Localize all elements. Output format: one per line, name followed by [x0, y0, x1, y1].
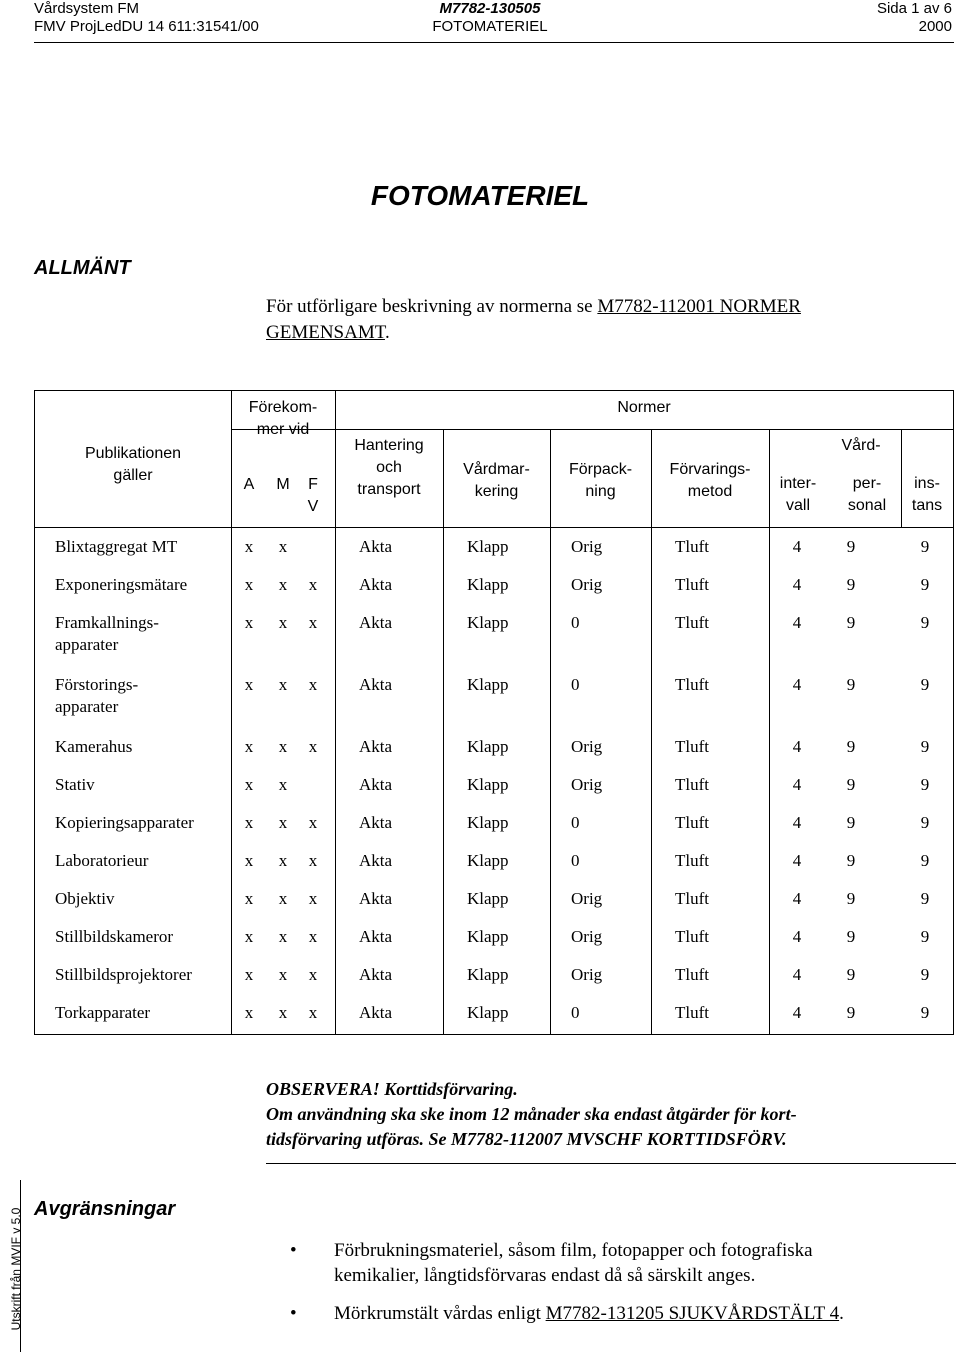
- cell-vm: Klapp: [467, 965, 509, 984]
- cell-a: x: [244, 675, 254, 694]
- header-vardmarkering: Vårdmar- kering: [463, 461, 530, 500]
- cell-m: x: [278, 575, 288, 594]
- row-label: Förstorings- apparater: [55, 675, 139, 716]
- cell-f: x: [308, 965, 318, 984]
- cell-forp: 0: [571, 813, 580, 832]
- cell-int: 4: [792, 613, 802, 632]
- row-label: Kopieringsapparater: [55, 813, 194, 832]
- header-forvaringsmetod: Förvarings- metod: [669, 461, 751, 500]
- cell-pers: 9: [846, 813, 856, 832]
- col-divider: [443, 429, 444, 1034]
- cell-forv: Tluft: [675, 575, 709, 594]
- header-forpackning: Förpack- ning: [568, 461, 633, 500]
- cell-forv: Tluft: [675, 927, 709, 946]
- cell-m: x: [278, 675, 288, 694]
- cell-vm: Klapp: [467, 537, 509, 556]
- cell-m: x: [278, 965, 288, 984]
- cell-pers: 9: [846, 613, 856, 632]
- cell-hant: Akta: [359, 1003, 393, 1022]
- cell-a: x: [244, 889, 254, 908]
- cell-m: x: [278, 1003, 288, 1022]
- cell-pers: 9: [846, 851, 856, 870]
- cell-vm: Klapp: [467, 1003, 509, 1022]
- cell-inst: 9: [920, 813, 930, 832]
- cell-a: x: [244, 851, 254, 870]
- cell-pers: 9: [846, 575, 856, 594]
- cell-vm: Klapp: [467, 575, 509, 594]
- sjukvardstalt-link[interactable]: M7782-131205 SJUKVÅRDSTÄLT 4: [545, 1303, 840, 1324]
- row-label: Objektiv: [55, 889, 115, 908]
- row-label: Stillbildskameror: [55, 927, 174, 946]
- header-left: [34, 0, 259, 36]
- cell-hant: Akta: [359, 675, 393, 694]
- page-number: Sida 1 av 6: [876, 0, 952, 17]
- cell-forv: Tluft: [675, 1003, 709, 1022]
- cell-forp: Orig: [571, 537, 603, 556]
- cell-a: x: [244, 613, 254, 632]
- cell-int: 4: [792, 675, 802, 694]
- header-publikationen: Publikationen gäller: [84, 445, 182, 484]
- cell-forv: Tluft: [675, 613, 709, 632]
- intro-paragraph: [266, 294, 946, 346]
- cell-int: 4: [792, 1003, 802, 1022]
- system-name: Vårdsystem FM: [34, 0, 140, 17]
- cell-pers: 9: [846, 537, 856, 556]
- cell-hant: Akta: [359, 813, 393, 832]
- intro-period: .: [384, 322, 390, 343]
- cell-hant: Akta: [359, 613, 393, 632]
- cell-f: x: [308, 1003, 318, 1022]
- cell-int: 4: [792, 965, 802, 984]
- section-heading-avgransningar: Avgränsningar: [34, 1198, 176, 1220]
- cell-f: x: [308, 851, 318, 870]
- cell-f: x: [308, 675, 318, 694]
- cell-pers: 9: [846, 775, 856, 794]
- cell-forp: 0: [571, 1003, 580, 1022]
- cell-f: x: [308, 575, 318, 594]
- cell-m: x: [278, 813, 288, 832]
- cell-int: 4: [792, 537, 802, 556]
- col-divider: [769, 429, 770, 1034]
- observera-divider: [266, 1163, 956, 1164]
- cell-inst: 9: [920, 1003, 930, 1022]
- cell-pers: 9: [846, 675, 856, 694]
- row-label: Framkallnings- apparater: [55, 613, 159, 654]
- cell-forp: Orig: [571, 575, 603, 594]
- cell-int: 4: [792, 927, 802, 946]
- row-label: Exponeringsmätare: [55, 575, 188, 594]
- cell-int: 4: [792, 575, 802, 594]
- col-divider: [231, 391, 232, 1034]
- header-fv: F V: [307, 476, 319, 515]
- header-right: [877, 0, 952, 36]
- cell-vm: Klapp: [467, 737, 509, 756]
- cell-f: x: [308, 613, 318, 632]
- cell-m: x: [278, 737, 288, 756]
- cell-m: x: [278, 775, 288, 794]
- header-row-divider: [35, 527, 953, 528]
- row-label: Blixtaggregat MT: [55, 537, 178, 556]
- header-vard: Vård-: [841, 437, 881, 454]
- cell-int: 4: [792, 889, 802, 908]
- col-divider: [550, 429, 551, 1034]
- print-source-label: Utskrift från MVIF v 5.0: [9, 1207, 23, 1331]
- cell-pers: 9: [846, 927, 856, 946]
- cell-hant: Akta: [359, 775, 393, 794]
- cell-inst: 9: [920, 613, 930, 632]
- row-label: Kamerahus: [55, 737, 133, 756]
- cell-f: x: [308, 927, 318, 946]
- header-normer: Normer: [617, 399, 671, 416]
- row-label: Laboratorieur: [55, 851, 149, 870]
- cell-a: x: [244, 965, 254, 984]
- cell-hant: Akta: [359, 965, 393, 984]
- header-hantering: Hantering och transport: [354, 437, 424, 498]
- cell-pers: 9: [846, 965, 856, 984]
- bullet-item-forbrukning: Förbrukningsmateriel, såsom film, fotopapper och fotografiska kemikalier, långtidsförvaras endast då så särskilt anges.: [334, 1240, 813, 1286]
- observera-text-2: tidsförvaring utföras. Se M7782-112007 MVSCHF KORTTIDSFÖRV.: [266, 1129, 787, 1149]
- doc-subject: FOTOMATERIEL: [432, 18, 548, 35]
- cell-int: 4: [792, 775, 802, 794]
- cell-forv: Tluft: [675, 851, 709, 870]
- cell-forp: 0: [571, 851, 580, 870]
- cell-a: x: [244, 813, 254, 832]
- cell-f: x: [308, 737, 318, 756]
- cell-a: x: [244, 575, 254, 594]
- observera-text-1: Om användning ska ske inom 12 månader ska endast åtgärder för kort-: [266, 1104, 797, 1124]
- bullet-item-morkrumstalt: Mörkrumstält vårdas enligt M7782-131205 SJUKVÅRDSTÄLT 4.: [334, 1303, 844, 1324]
- cell-inst: 9: [920, 537, 930, 556]
- cell-forp: 0: [571, 613, 580, 632]
- cell-int: 4: [792, 737, 802, 756]
- cell-vm: Klapp: [467, 889, 509, 908]
- header-forekommer: Förekom- mer vid: [248, 399, 318, 438]
- cell-inst: 9: [920, 889, 930, 908]
- cell-inst: 9: [920, 737, 930, 756]
- cell-inst: 9: [920, 851, 930, 870]
- cell-forp: Orig: [571, 775, 603, 794]
- cell-forv: Tluft: [675, 965, 709, 984]
- cell-hant: Akta: [359, 889, 393, 908]
- doc-number: M7782-130505: [439, 0, 541, 17]
- cell-hant: Akta: [359, 537, 393, 556]
- cell-a: x: [244, 927, 254, 946]
- cell-forp: 0: [571, 675, 580, 694]
- row-label: Torkapparater: [55, 1003, 151, 1022]
- cell-m: x: [278, 537, 288, 556]
- header-intervall: inter- vall: [779, 475, 817, 514]
- cell-forv: Tluft: [675, 889, 709, 908]
- section-heading-allmant: ALLMÄNT: [34, 257, 131, 279]
- cell-forp: Orig: [571, 889, 603, 908]
- cell-forv: Tluft: [675, 813, 709, 832]
- cell-pers: 9: [846, 737, 856, 756]
- cell-a: x: [244, 537, 254, 556]
- header-personal: per- sonal: [847, 475, 887, 514]
- observera-heading: OBSERVERA! Korttidsförvaring.: [266, 1079, 518, 1099]
- cell-a: x: [244, 1003, 254, 1022]
- cell-pers: 9: [846, 889, 856, 908]
- doc-year: 2000: [918, 18, 952, 35]
- cell-inst: 9: [920, 927, 930, 946]
- cell-vm: Klapp: [467, 927, 509, 946]
- cell-hant: Akta: [359, 575, 393, 594]
- cell-a: x: [244, 775, 254, 794]
- cell-vm: Klapp: [467, 813, 509, 832]
- row-label: Stillbildsprojektorer: [55, 965, 192, 984]
- cell-hant: Akta: [359, 737, 393, 756]
- bullet-icon: •: [290, 1240, 297, 1261]
- cell-inst: 9: [920, 775, 930, 794]
- bullet-icon: •: [290, 1303, 297, 1324]
- header-instans: ins- tans: [911, 475, 943, 514]
- cell-hant: Akta: [359, 927, 393, 946]
- observera-note: [266, 1077, 956, 1152]
- cell-inst: 9: [920, 675, 930, 694]
- header-a: A: [243, 476, 255, 493]
- cell-forv: Tluft: [675, 537, 709, 556]
- cell-vm: Klapp: [467, 675, 509, 694]
- cell-vm: Klapp: [467, 775, 509, 794]
- normer-link[interactable]: M7782-112001 NORMER: [597, 296, 801, 317]
- cell-forp: Orig: [571, 927, 603, 946]
- cell-forp: Orig: [571, 965, 603, 984]
- cell-m: x: [278, 927, 288, 946]
- intro-text: För utförligare beskrivning av normerna se: [266, 296, 598, 317]
- cell-vm: Klapp: [467, 613, 509, 632]
- cell-hant: Akta: [359, 851, 393, 870]
- cell-m: x: [278, 851, 288, 870]
- header-center: [380, 0, 600, 36]
- cell-inst: 9: [920, 965, 930, 984]
- cell-forp: Orig: [571, 737, 603, 756]
- header-subline: [335, 429, 953, 430]
- cell-forv: Tluft: [675, 675, 709, 694]
- cell-forv: Tluft: [675, 775, 709, 794]
- cell-int: 4: [792, 851, 802, 870]
- cell-m: x: [278, 613, 288, 632]
- cell-vm: Klapp: [467, 851, 509, 870]
- row-label: Stativ: [55, 775, 95, 794]
- cell-forv: Tluft: [675, 737, 709, 756]
- normer-table: [34, 390, 954, 1035]
- col-divider: [651, 429, 652, 1034]
- cell-f: x: [308, 813, 318, 832]
- cell-f: x: [308, 889, 318, 908]
- page-title: FOTOMATERIEL: [370, 180, 590, 211]
- header-divider: [34, 42, 954, 43]
- project-ref: FMV ProjLedDU 14 611:31541/00: [34, 18, 259, 35]
- cell-pers: 9: [846, 1003, 856, 1022]
- cell-int: 4: [792, 813, 802, 832]
- cell-a: x: [244, 737, 254, 756]
- cell-m: x: [278, 889, 288, 908]
- cell-inst: 9: [920, 575, 930, 594]
- normer-link-cont[interactable]: GEMENSAMT: [266, 322, 385, 343]
- header-m: M: [276, 476, 290, 493]
